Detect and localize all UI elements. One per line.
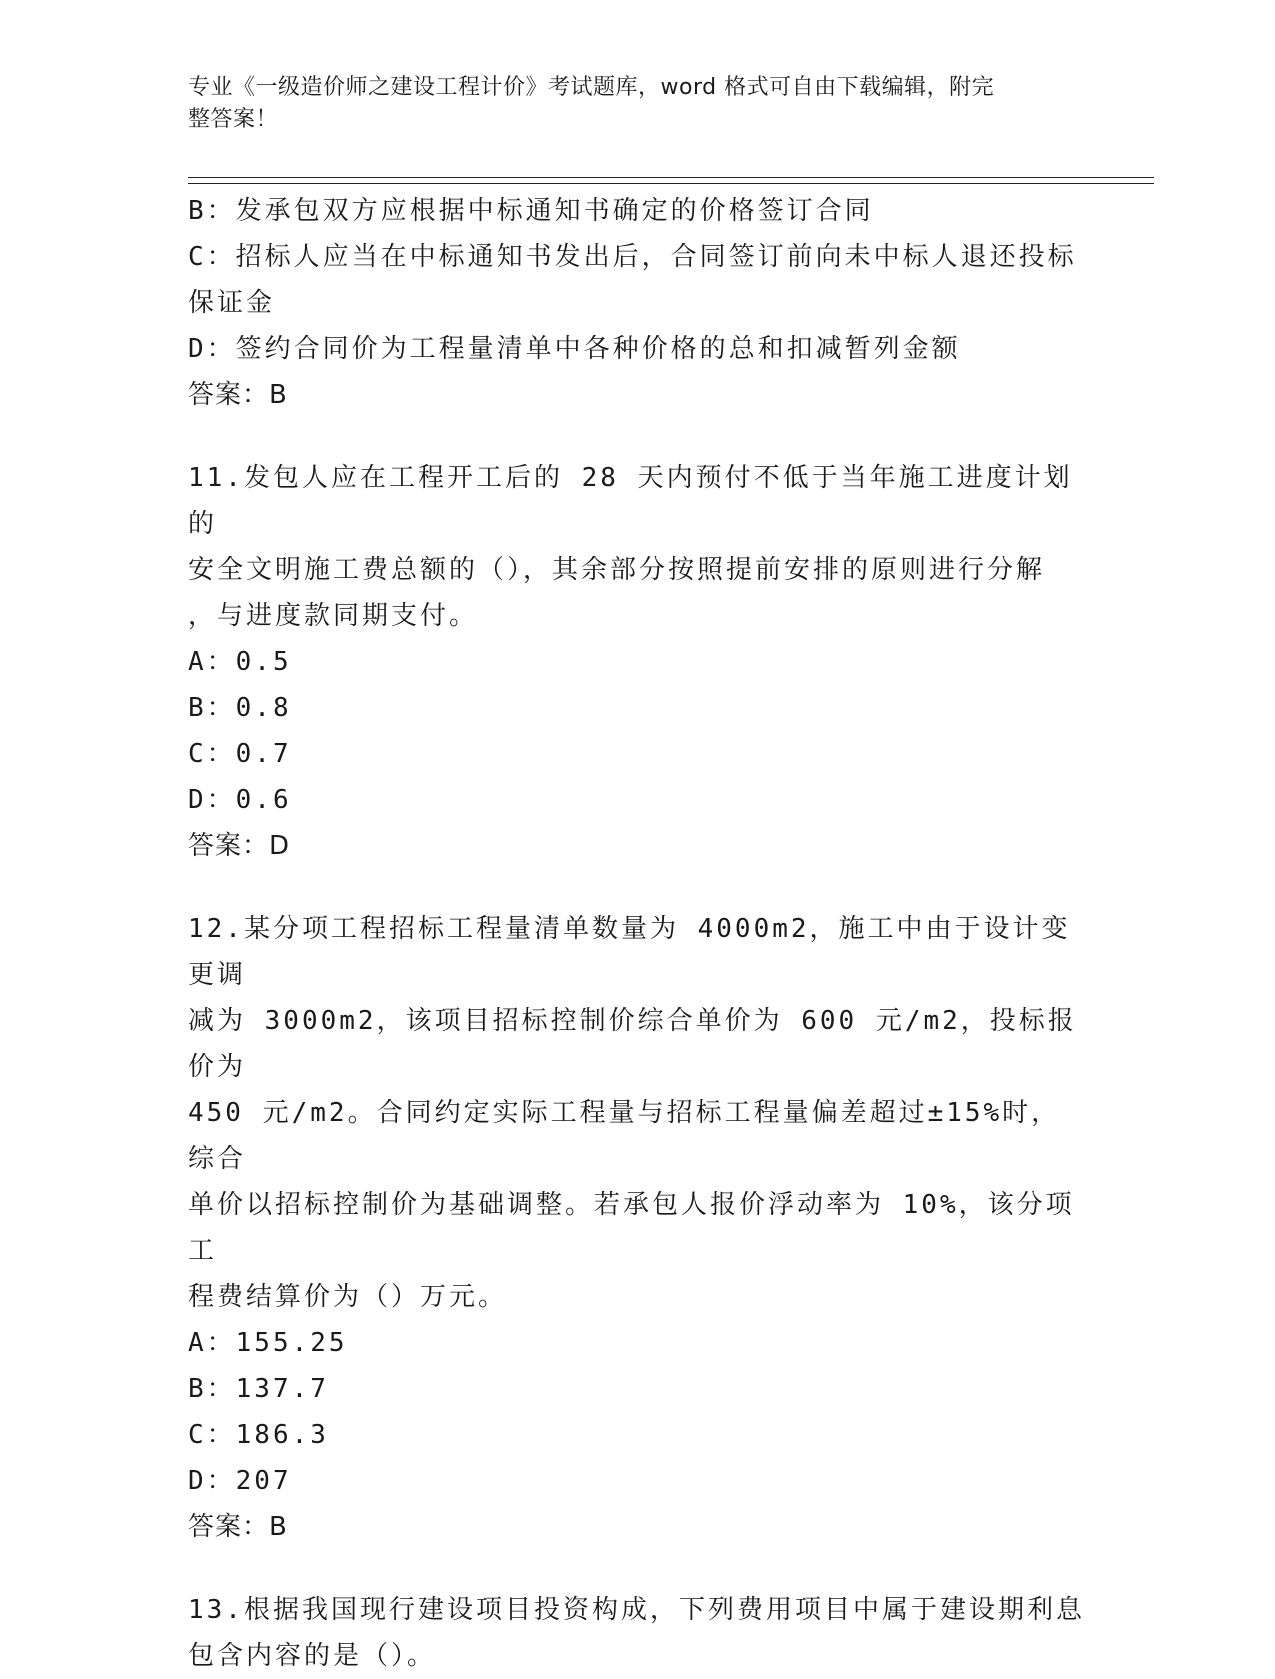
question-stem-line-1: 11.发包人应在工程开工后的 28 天内预付不低于当年施工进度计划的 (188, 463, 1073, 539)
header-divider-bottom (188, 183, 1154, 184)
option-d: D：签约合同价为工程量清单中各种价格的总和扣减暂列金额 (188, 334, 961, 364)
header-line-2: 整答案！ (188, 107, 279, 132)
question-content (188, 188, 1088, 1679)
question-stem-line-1: 13.根据我国现行建设项目投资构成，下列费用项目中属于建设期利息 (188, 1595, 1085, 1625)
question-stem-line-4: 单价以招标控制价为基础调整。若承包人报价浮动率为 10%，该分项工 (188, 1190, 1075, 1266)
option-c-line-2: 保证金 (188, 288, 276, 318)
answer: 答案：B (188, 380, 288, 410)
question-13 (188, 1587, 1088, 1679)
header-line-1: 专业《一级造价师之建设工程计价》考试题库，word 格式可自由下载编辑，附完 (188, 75, 995, 100)
option-b: B：发承包双方应根据中标通知书确定的价格签订合同 (188, 196, 874, 226)
option-c: C：0.7 (188, 739, 292, 769)
option-a: A：0.5 (188, 647, 292, 677)
answer: 答案：B (188, 1512, 288, 1542)
option-b: B：0.8 (188, 693, 292, 723)
question-stem-line-3: 450 元/m2。合同约定实际工程量与招标工程量偏差超过±15%时，综合 (188, 1098, 1061, 1174)
question-stem-line-2: 减为 3000m2，该项目招标控制价综合单价为 600 元/m2，投标报价为 (188, 1006, 1077, 1082)
question-stem-line-2: 安全文明施工费总额的（），其余部分按照提前安排的原则进行分解 (188, 555, 1046, 585)
question-10-tail (188, 188, 1088, 418)
answer: 答案：D (188, 831, 291, 861)
question-11 (188, 455, 1088, 869)
option-a: A：155.25 (188, 1328, 348, 1358)
option-d: D：0.6 (188, 785, 292, 815)
question-stem-line-2: 包含内容的是（）。 (188, 1641, 437, 1671)
question-stem-line-5: 程费结算价为（）万元。 (188, 1282, 508, 1312)
question-12 (188, 906, 1088, 1550)
header-divider-top (188, 177, 1154, 178)
option-d: D：207 (188, 1466, 292, 1496)
document-header (188, 72, 1088, 136)
question-stem-line-1: 12.某分项工程招标工程量清单数量为 4000m2，施工中由于设计变更调 (188, 914, 1071, 990)
option-c: C：186.3 (188, 1420, 329, 1450)
question-stem-line-3: ，与进度款同期支付。 (188, 601, 479, 631)
option-b: B：137.7 (188, 1374, 329, 1404)
option-c-line-1: C：招标人应当在中标通知书发出后，合同签订前向未中标人退还投标 (188, 242, 1077, 272)
